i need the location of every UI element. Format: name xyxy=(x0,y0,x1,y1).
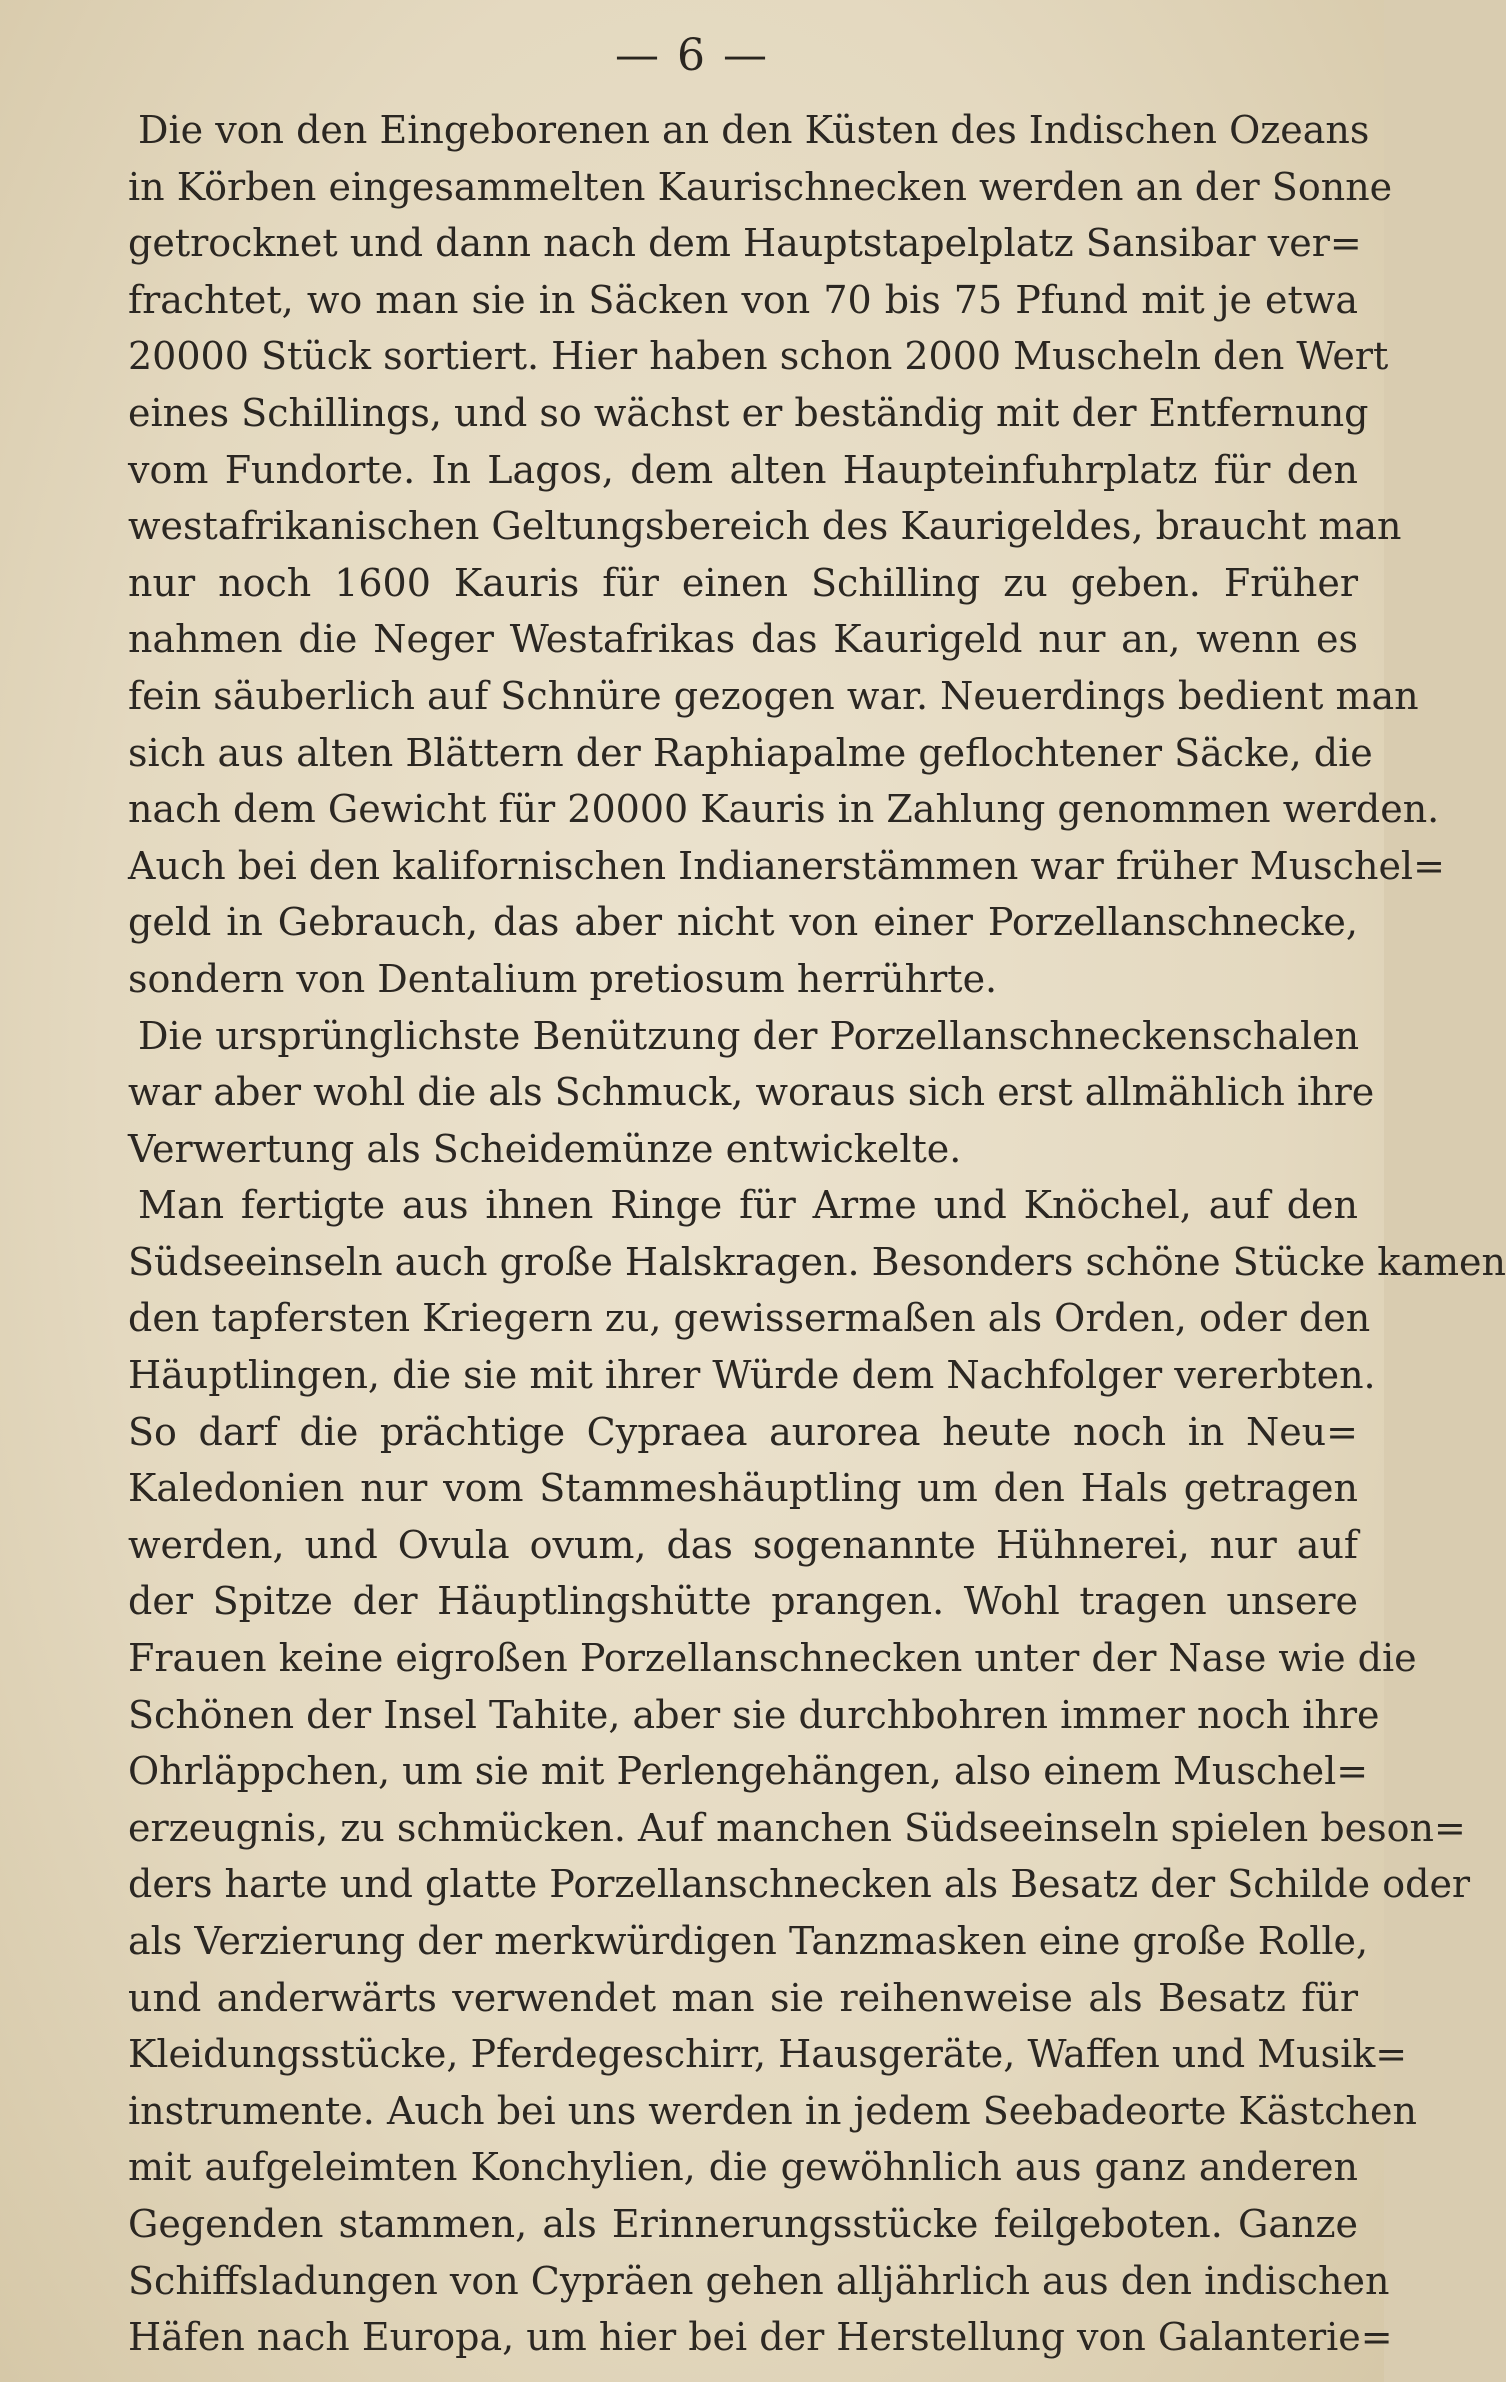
text-line: werden, und Ovula ovum, das sogenannte Hühnerei, nur auf xyxy=(128,1522,1358,1567)
text-line: Schönen der Insel Tahite, aber sie durchbohren immer noch ihre xyxy=(128,1692,1380,1737)
text-line: 20000 Stück sortiert. Hier haben schon 2000 Muscheln den Wert xyxy=(128,334,1389,379)
text-line: geld in Gebrauch, das aber nicht von einer Porzellanschnecke, xyxy=(128,900,1358,945)
text-line: als Verzierung der merkwürdigen Tanzmasken eine große Rolle, xyxy=(128,1919,1369,1963)
text-line: Häuptlingen, die sie mit ihrer Würde dem Nachfolger vererbten. xyxy=(128,1353,1376,1398)
text-line: getrocknet und dann nach dem Hauptstapelplatz Sansibar ver= xyxy=(128,221,1362,266)
text-line: nahmen die Neger Westafrikas das Kaurigeld nur an, wenn es xyxy=(128,617,1358,662)
text-line: erzeugnis, zu schmücken. Auf manchen Südseeinseln spielen beson= xyxy=(128,1805,1466,1850)
text-line: Kaledonien nur vom Stammeshäuptling um den Hals getragen xyxy=(128,1466,1358,1511)
text-line: Ohrläppchen, um sie mit Perlengehängen, also einem Muschel= xyxy=(128,1749,1369,1794)
text-line: der Spitze der Häuptlingshütte prangen. Wohl tragen unsere xyxy=(128,1579,1358,1624)
text-line: Frauen keine eigroßen Porzellanschnecken unter der Nase wie die xyxy=(128,1636,1417,1681)
text-line: eines Schillings, und so wächst er beständig mit der Entfernung xyxy=(128,390,1369,435)
text-line: Man fertigte aus ihnen Ringe für Arme und Knöchel, auf den xyxy=(138,1183,1358,1228)
text-line: So darf die prächtige Cypraea aurorea heute noch in Neu= xyxy=(128,1409,1358,1454)
text-line: instrumente. Auch bei uns werden in jedem Seebadeorte Kästchen xyxy=(128,2088,1417,2133)
text-line: Verwertung als Scheidemünze entwickelte. xyxy=(128,1126,962,1171)
text-line: war aber wohl die als Schmuck, woraus sich erst allmählich ihre xyxy=(128,1070,1375,1115)
text-line: Kleidungsstücke, Pferdegeschirr, Hausgeräte, Waffen und Musik= xyxy=(128,2032,1408,2077)
body-text xyxy=(128,102,1506,2366)
text-line: und anderwärts verwendet man sie reihenweise als Besatz für xyxy=(128,1975,1358,2020)
text-line: nach dem Gewicht für 20000 Kauris in Zahlung genommen werden. xyxy=(128,787,1440,832)
text-line: Südseeinseln auch große Halskragen. Besonders schöne Stücke kamen xyxy=(128,1239,1506,1284)
text-line: Auch bei den kalifornischen Indianerstämmen war früher Muschel= xyxy=(128,843,1445,888)
text-line: nur noch 1600 Kauris für einen Schilling zu geben. Früher xyxy=(128,560,1358,605)
text-line: ders harte und glatte Porzellanschnecken als Besatz der Schilde oder xyxy=(128,1862,1471,1907)
text-line: den tapfersten Kriegern zu, gewissermaßen als Orden, oder den xyxy=(128,1296,1371,1341)
text-line: frachtet, wo man sie in Säcken von 70 bis 75 Pfund mit je etwa xyxy=(128,277,1358,322)
text-line: vom Fundorte. In Lagos, dem alten Haupteinfuhrplatz für den xyxy=(128,447,1358,492)
page-number: — 6 — xyxy=(615,30,769,81)
text-line: mit aufgeleimten Konchylien, die gewöhnlich aus ganz anderen xyxy=(128,2145,1358,2190)
text-line: Die von den Eingeborenen an den Küsten des Indischen Ozeans xyxy=(138,108,1370,152)
text-line: Die ursprünglichste Benützung der Porzellanschneckenschalen xyxy=(138,1013,1360,1058)
text-line: Gegenden stammen, als Erinnerungsstücke feilgeboten. Ganze xyxy=(128,2201,1358,2246)
text-line: sich aus alten Blättern der Raphiapalme geflochtener Säcke, die xyxy=(128,730,1373,775)
text-line: westafrikanischen Geltungsbereich des Kaurigeldes, braucht man xyxy=(128,504,1402,549)
text-line: fein säuberlich auf Schnüre gezogen war. Neuerdings bedient man xyxy=(128,673,1419,718)
text-line: in Körben eingesammelten Kaurischnecken werden an der Sonne xyxy=(128,164,1393,209)
text-line: sondern von Dentalium pretiosum herrührte. xyxy=(128,956,998,1001)
text-line: Schiffsladungen von Cypräen gehen alljährlich aus den indischen xyxy=(128,2258,1390,2303)
text-line: Häfen nach Europa, um hier bei der Herstellung von Galanterie= xyxy=(128,2315,1393,2360)
